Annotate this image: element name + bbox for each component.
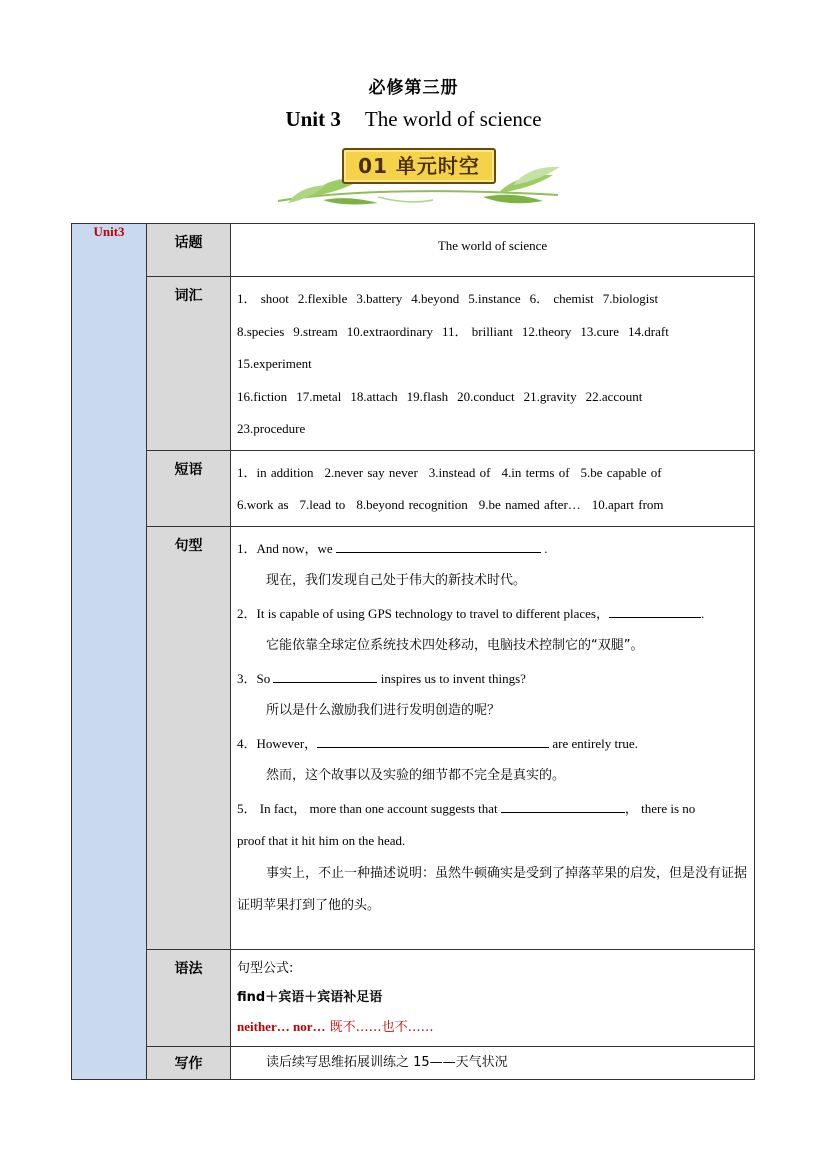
vocab-content — [231, 277, 755, 451]
writing-content — [231, 1046, 755, 1079]
phrase-line — [237, 457, 748, 490]
vocab-item: 11． brilliant — [441, 323, 513, 339]
sentence-2-en — [237, 598, 748, 631]
book-title: 必修第三册 — [368, 78, 459, 98]
vocab-label: 词汇 — [147, 277, 231, 451]
phrase-item: 5.be capable of — [580, 464, 662, 480]
phrases-label: 短语 — [147, 450, 231, 526]
phrase-item: 2.never say never — [324, 464, 418, 480]
answer-blank[interactable] — [317, 734, 549, 748]
sentence-text: . — [544, 540, 548, 556]
sentences-row — [72, 526, 755, 949]
vocab-line — [237, 381, 748, 414]
vocab-item: 22.account — [585, 388, 643, 404]
vocab-row — [72, 277, 755, 451]
vocab-item: 17.metal — [296, 388, 342, 404]
sentence-4-cn: 然而，这个故事以及实验的细节都不完全是真实的。 — [266, 768, 566, 783]
sentence-5-en-cont: proof that it hit him on the head. — [237, 833, 406, 848]
vocab-item: 9.stream — [293, 323, 338, 339]
unit-name: The world of science — [364, 107, 542, 131]
sentence-2-cn: 它能依靠全球定位系统技术四处移动，电脑技术控制它的“双腿”。 — [266, 638, 644, 653]
sentences-content — [231, 526, 755, 949]
phrase-item: 6.work as — [237, 497, 289, 512]
sentence-text: . — [700, 605, 705, 621]
topic-row — [72, 224, 755, 277]
vocab-item: 21.gravity — [523, 388, 577, 404]
vocab-item: 23.procedure — [237, 421, 306, 436]
vocab-item: 12.theory — [521, 323, 572, 339]
vocab-line — [237, 348, 748, 381]
vocab-item: 20.conduct — [457, 388, 515, 404]
sentence-1-cn: 现在，我们发现自己处于伟大的新技术时代。 — [266, 573, 527, 588]
answer-blank[interactable] — [273, 669, 377, 683]
topic-label: 话题 — [147, 224, 231, 277]
phrase-item: 3.instead of — [428, 464, 491, 480]
vocab-item: 14.draft — [628, 323, 669, 339]
unit-title — [0, 107, 827, 132]
unit-overview-table — [71, 223, 755, 1080]
writing-row — [72, 1046, 755, 1079]
writing-value: 读后续写思维拓展训练之 15——天气状况 — [266, 1054, 508, 1070]
sentence-text: inspires us to invent things? — [380, 670, 526, 686]
vocab-item: 16.fiction — [237, 388, 288, 404]
answer-blank[interactable] — [336, 539, 541, 553]
grammar-example — [237, 1012, 748, 1042]
sentence-4-en — [237, 728, 748, 761]
vocab-item: 18.attach — [350, 388, 398, 404]
sentence-text: 1．And now，we — [237, 540, 333, 556]
sentences-label: 句型 — [147, 526, 231, 949]
sentence-text: 3．So — [237, 670, 271, 686]
unit-number: Unit 3 — [285, 107, 341, 131]
sentence-text: 2．It is capable of using GPS technology to travel to different places， — [237, 605, 609, 621]
sentence-3-en — [237, 663, 748, 696]
vocab-line — [237, 413, 748, 446]
grammar-example-cn: 既不……也不…… — [329, 1019, 434, 1035]
answer-blank[interactable] — [501, 799, 625, 813]
phrases-content — [231, 450, 755, 526]
vocab-item: 10.extraordinary — [346, 323, 433, 339]
vocab-item: 5.instance — [468, 291, 521, 306]
vocab-item: 19.flash — [406, 388, 449, 404]
section-banner — [268, 145, 568, 215]
grammar-content — [231, 949, 755, 1046]
phrase-item: 9.be named after… — [478, 497, 581, 512]
writing-label: 写作 — [147, 1046, 231, 1079]
phrase-item: 10.apart from — [591, 497, 664, 512]
grammar-row — [72, 949, 755, 1046]
phrase-line — [237, 489, 748, 522]
grammar-example-en: neither… nor… — [237, 1018, 326, 1034]
vocab-item: 3.battery — [356, 291, 403, 306]
vocab-item: 15.experiment — [237, 356, 312, 371]
phrase-item: 1．in addition — [237, 464, 314, 480]
vocab-item: 2.flexible — [297, 291, 348, 306]
sentence-1-en — [237, 533, 748, 566]
unit-label-cell: Unit3 — [72, 224, 147, 1080]
grammar-line: 句型公式: — [237, 960, 294, 976]
sentence-text: ， there is no — [624, 800, 696, 816]
grammar-formula: find＋宾语＋宾语补足语 — [237, 989, 383, 1005]
vocab-item: 7.biologist — [602, 291, 659, 306]
phrases-row — [72, 450, 755, 526]
vocab-item: 6． chemist — [529, 291, 594, 306]
answer-blank[interactable] — [609, 604, 701, 618]
grammar-label: 语法 — [147, 949, 231, 1046]
sentence-5-cn: 事实上，不止一种描述说明：虽然牛顿确实是受到了掉落苹果的启发，但是没有证据证明苹果打到了他的头。 — [237, 865, 748, 913]
phrase-item: 8.beyond recognition — [356, 497, 468, 512]
sentence-text: 4．However， — [237, 735, 318, 751]
vocab-item: 8.species — [237, 323, 285, 339]
sentence-3-cn: 所以是什么激励我们进行发明创造的呢？ — [266, 703, 501, 718]
phrase-item: 4.in terms of — [501, 464, 570, 480]
sentence-5-en — [237, 793, 748, 826]
section-banner-label: 01 单元时空 — [342, 148, 496, 184]
vocab-line — [237, 316, 748, 349]
vocab-item: 4.beyond — [411, 291, 460, 306]
phrase-item: 7.lead to — [299, 497, 346, 512]
vocab-line — [237, 283, 748, 316]
sentence-text: 5． In fact， more than one account suggests that — [237, 800, 498, 816]
sentence-text: are entirely true. — [552, 735, 638, 751]
vocab-item: 13.cure — [580, 323, 620, 339]
vocab-item: 1． shoot — [237, 291, 289, 306]
topic-value: The world of science — [231, 224, 755, 277]
